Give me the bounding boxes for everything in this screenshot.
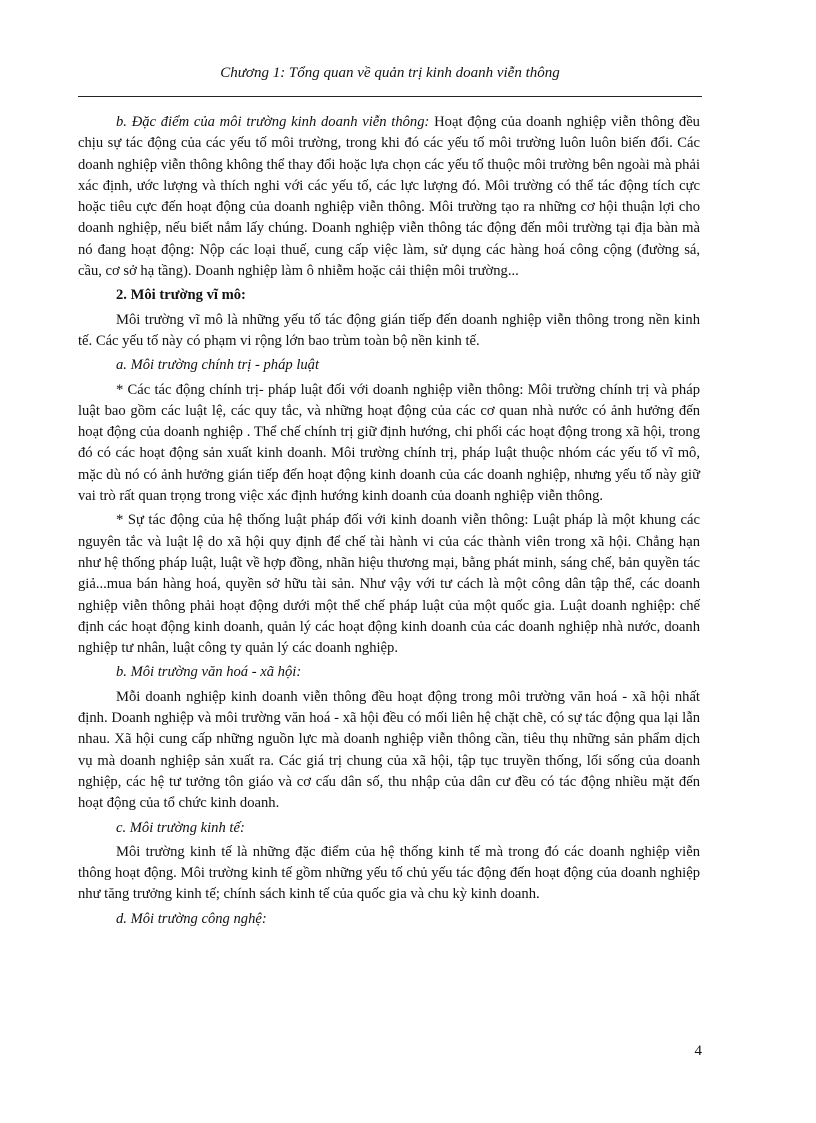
paragraph-macro-environment: Môi trường vĩ mô là những yếu tố tác động gián tiếp đến doanh nghiệp viễn thông trong nền kinh tế. Các yếu tố này có phạm vi rộng lớn bao trùm toàn bộ nền kinh tế. (78, 311, 700, 349)
subheading-business-environment: b. Đặc điểm của môi trường kinh doanh viễn thông: (116, 114, 430, 130)
paragraph-economic: Môi trường kinh tế là những đặc điểm của hệ thống kinh tế mà trong đó các doanh nghiệp viễn thông hoạt động. Môi trường kinh tế gồm những yếu tố chủ yếu tác động đến hoạt động của doanh nghiệp như tăng trưởng kinh tế; chính sách kinh tế của quốc gia và chu kỳ kinh doanh. (78, 843, 700, 903)
paragraph-political-legal: * Các tác động chính trị- pháp luật đối với doanh nghiệp viễn thông: Môi trường chính trị và pháp luật bao gồm các luật lệ, các quy tắc, và những hoạt động của các cơ quan nhà nước có ảnh hưởng đến hoạt động của doanh nghiệp . Thể chế chính trị giữ định hướng, chi phối các hoạt động trong xã hội, trong đó có các hoạt động sản xuất kinh doanh. Môi trường chính trị, pháp luật thuộc nhóm các yếu tố vĩ mô, mặc dù nó có ảnh hưởng gián tiếp đến hoạt động kinh doanh của các doanh nghiệp, nhưng yếu tố này giữ vai trò rất quan trọng trong việc xác định hướng kinh doanh của doanh nghiệp viễn thông. (78, 381, 700, 505)
paragraph-text: Hoạt động của doanh nghiệp viễn thông đều chịu sự tác động của các yếu tố môi trường, trong khi đó các yếu tố môi trường luôn luôn biến đổi. Các doanh nghiệp viễn thông không thể thay đổi hoặc lựa chọn các yếu tố thuộc môi trường bên ngoài mà phải xác định, ước lượng và thích nghi với các yếu tố, các lực lượng đó. Môi trường có thể tác động tích cực hoặc tiêu cực đến hoạt động của doanh nghiệp viễn thông. Môi trường tạo ra những cơ hội thuận lợi cho doanh nghiệp, nếu biết nắm lấy chúng. Doanh nghiệp viễn thông tác động đến môi trường tại địa bàn mà nó đang hoạt động: Nộp các loại thuế, cung cấp việc làm, sử dụng các hàng hoá công cộng (đường sá, cầu, cơ sở hạ tầng). Doanh nghiệp làm ô nhiễm hoặc cải thiện môi trường... (78, 114, 700, 280)
page-body (78, 112, 700, 933)
paragraph-legal-system: * Sự tác động của hệ thống luật pháp đối với kinh doanh viễn thông: Luật pháp là một khung các nguyên tắc và luật lệ do xã hội quy định để chế tài hành vi của các thành viên trong xã hội. Chẳng hạn như hệ thống pháp luật, luật về hợp đồng, nhãn hiệu thương mại, bằng phát minh, sáng chế, bản quyền tác giả...mua bán hàng hoá, quyền sở hữu tài sản. Như vậy với tư cách là một công dân tập thể, các doanh nghiệp viễn thông phải hoạt động dưới một thể chế pháp luật của một quốc gia. Luật doanh nghiệp: chế định các hoạt động kinh doanh, quản lý các hoạt động kinh doanh của các doanh nghiệp nhà nước, doanh nghiệp tư nhân, luật công ty quản lý các doanh nghiệp. (78, 512, 700, 657)
paragraph-business-environment (78, 112, 700, 282)
subheading-economic: c. Môi trường kinh tế: (116, 819, 245, 836)
paragraph-culture-society: Mỗi doanh nghiệp kinh doanh viễn thông đều hoạt động trong môi trường văn hoá - xã hội nhất định. Doanh nghiệp và môi trường văn hoá - xã hội đều có mối liên hệ chặt chẽ, có sự tác động qua lại lẫn nhau. Xã hội cung cấp những nguồn lực mà doanh nghiệp viễn thông cần, tiêu thụ những sản phẩm dịch vụ mà doanh nghiệp sản xuất ra. Các giá trị chung của xã hội, tập tục truyền thống, lối sống của doanh nghiệp, các hệ tư tưởng tôn giáo và cơ cấu dân số, thu nhập của dân cư đều có tác động nhiều mặt đến hoạt động của tổ chức kinh doanh. (78, 688, 700, 812)
page-number: 4 (694, 1043, 702, 1059)
page-header: Chương 1: Tổng quan về quản trị kinh doanh viễn thông (220, 65, 560, 81)
subheading-political-legal: a. Môi trường chính trị - pháp luật (116, 357, 320, 374)
subheading-technology: d. Môi trường công nghệ: (116, 910, 267, 927)
subheading-culture-society: b. Môi trường văn hoá - xã hội: (116, 664, 302, 681)
heading-macro-environment: 2. Môi trường vĩ mô: (116, 287, 246, 304)
header-divider (78, 96, 702, 97)
